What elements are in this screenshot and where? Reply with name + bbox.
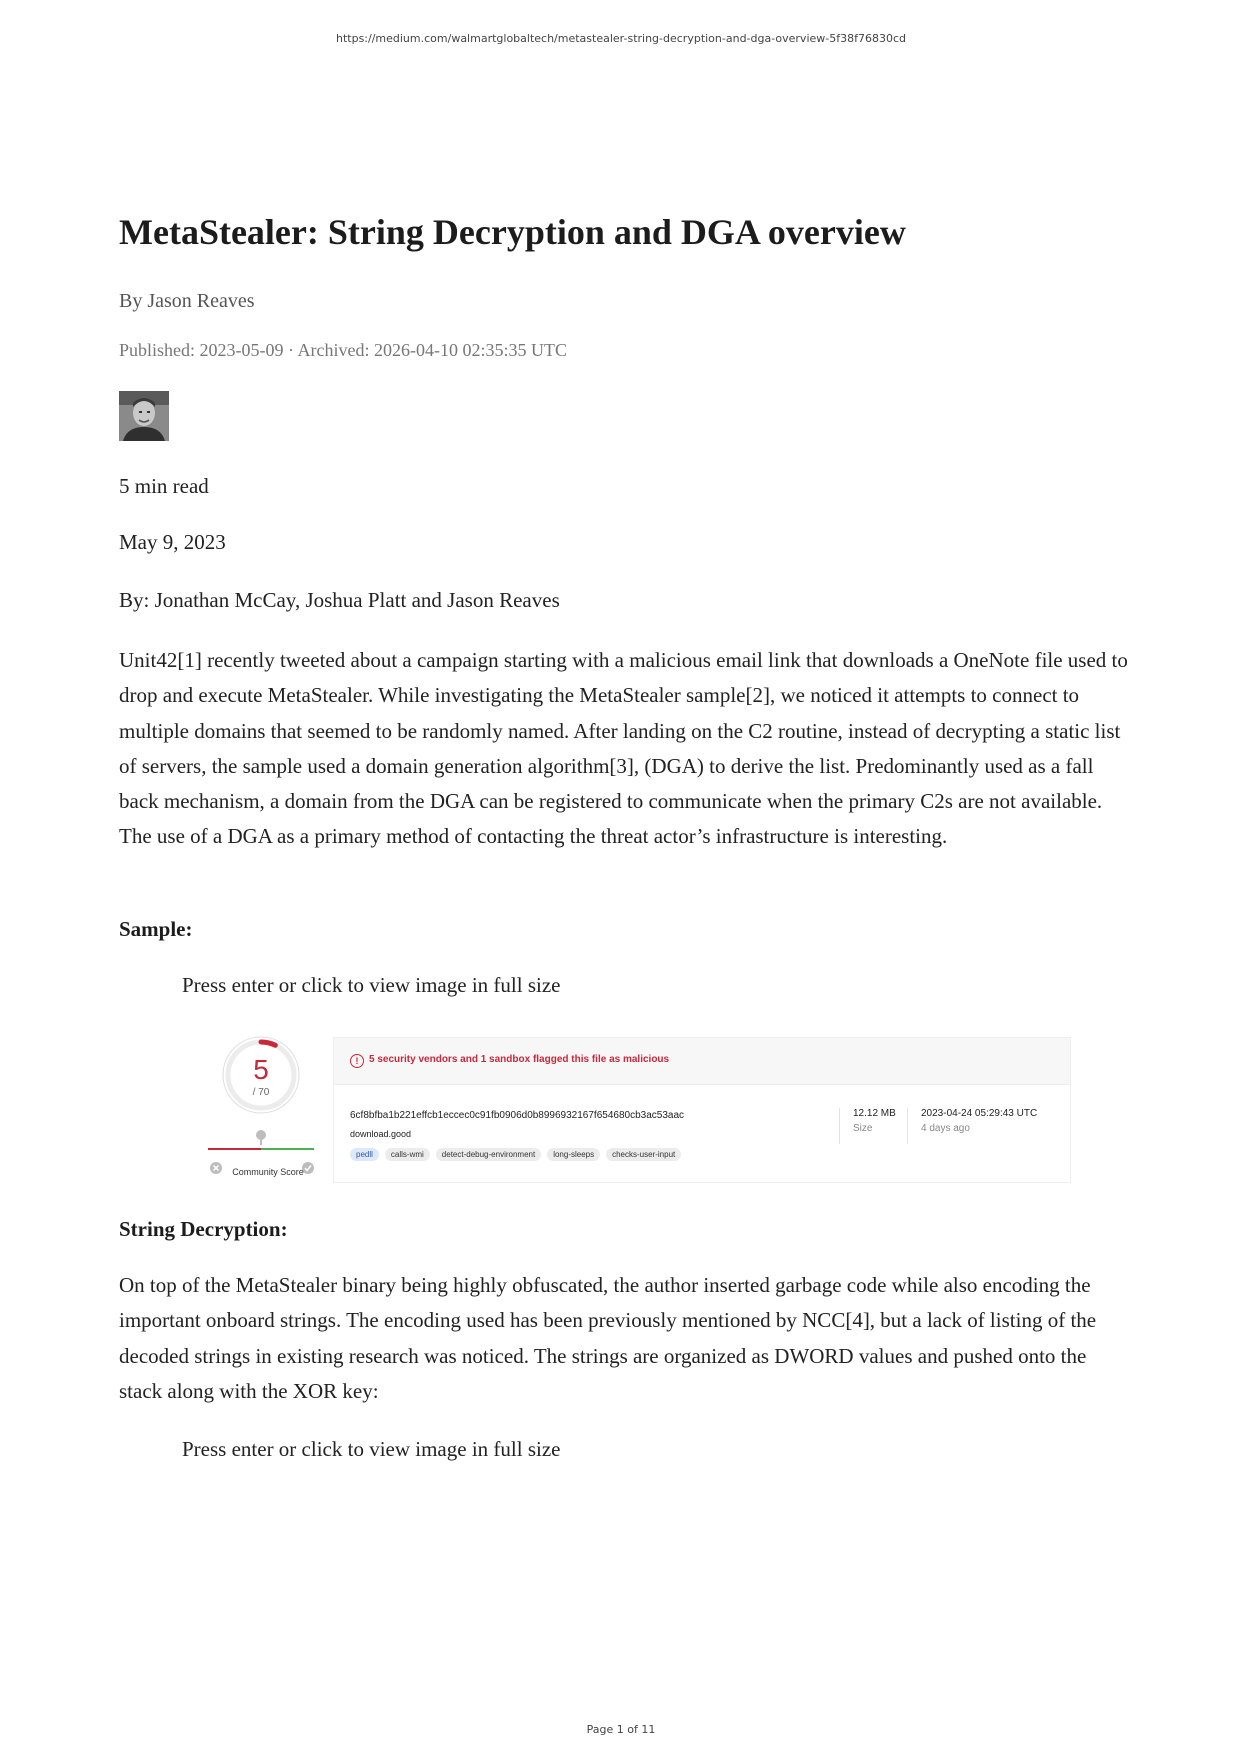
file-tags <box>350 1148 681 1161</box>
warning-banner <box>334 1038 1070 1085</box>
intro-paragraph: Unit42[1] recently tweeted about a campaign starting with a malicious email link that downloads a OneNote file used to drop and execute MetaStealer. While investigating the MetaStealer sample[2], we noticed it attempts to connect to multiple domains that seemed to be randomly named. After landing on the C2 routine, instead of decrypting a static list of servers, the sample used a domain generation algorithm[3], (DGA) to derive the list. Predominantly used as a fall back mechanism, a domain from the DGA can be registered to communicate when the primary C2s are not available. The use of a DGA as a primary method of contacting the threat actor’s infrastructure is interesting. <box>119 648 1128 849</box>
avatar-portrait-image <box>119 391 169 441</box>
score-total: / 70 <box>252 1087 270 1098</box>
community-score-label: Community Score <box>232 1167 304 1177</box>
string-decryption-paragraph: On top of the MetaStealer binary being highly obfuscated, the author inserted garbage code while also encoding the important onboard strings. The encoding used has been previously mentioned by NCC[4], but a lack of listing of the decoded strings in existing research was noticed. The strings are organized as DWORD values and pushed onto the stack along with the XOR key: <box>119 1273 1097 1403</box>
author-avatar[interactable] <box>119 391 169 441</box>
file-hash: 6cf8bfba1b221effcb1eccec0c91fb0906d0b8996932167f654680cb3ac53aac <box>350 1110 685 1121</box>
analysis-date: 2023-04-24 05:29:43 UTC <box>921 1108 1038 1119</box>
sample-heading: Sample: <box>119 917 193 941</box>
file-name: download.good <box>350 1129 412 1139</box>
score-number: 5 <box>253 1054 269 1085</box>
file-summary-panel <box>333 1037 1071 1183</box>
string-decryption-heading: String Decryption: <box>119 1217 288 1241</box>
virustotal-screenshot[interactable] <box>182 1027 1069 1185</box>
score-graphics <box>196 1027 326 1185</box>
published-info: Published: 2023-05-09 · Archived: 2026-04-10 02:35:35 UTC <box>119 340 567 360</box>
tag-pill: long-sleeps <box>547 1148 600 1161</box>
divider <box>839 1108 840 1144</box>
article-title: MetaStealer: String Decryption and DGA overview <box>119 212 906 252</box>
tag-pill: pedll <box>350 1148 379 1161</box>
image-caption[interactable]: Press enter or click to view image in full size <box>182 1437 561 1461</box>
file-size-label: Size <box>853 1123 873 1134</box>
authors-line: By: Jonathan McCay, Joshua Platt and Jason Reaves <box>119 588 560 612</box>
read-time: 5 min read <box>119 474 209 498</box>
image-caption[interactable]: Press enter or click to view image in full size <box>182 973 561 997</box>
analysis-date-relative: 4 days ago <box>921 1123 970 1134</box>
tag-pill: checks-user-input <box>606 1148 681 1161</box>
community-marker-icon <box>256 1130 266 1145</box>
tag-pill: calls-wmi <box>385 1148 430 1161</box>
tag-pill: detect-debug-environment <box>436 1148 541 1161</box>
page-url-header: https://medium.com/walmartglobaltech/metastealer-string-decryption-and-dga-overview-5f38f76830cd <box>335 32 906 45</box>
byline: By Jason Reaves <box>119 290 255 312</box>
detection-score <box>196 1027 326 1185</box>
page-number: Page 1 of 11 <box>586 1723 656 1736</box>
warning-text: 5 security vendors and 1 sandbox flagged this file as malicious <box>369 1054 670 1065</box>
file-size: 12.12 MB <box>853 1108 896 1119</box>
article-date: May 9, 2023 <box>119 530 226 554</box>
warning-icon: ! <box>350 1054 364 1068</box>
divider <box>907 1108 908 1144</box>
